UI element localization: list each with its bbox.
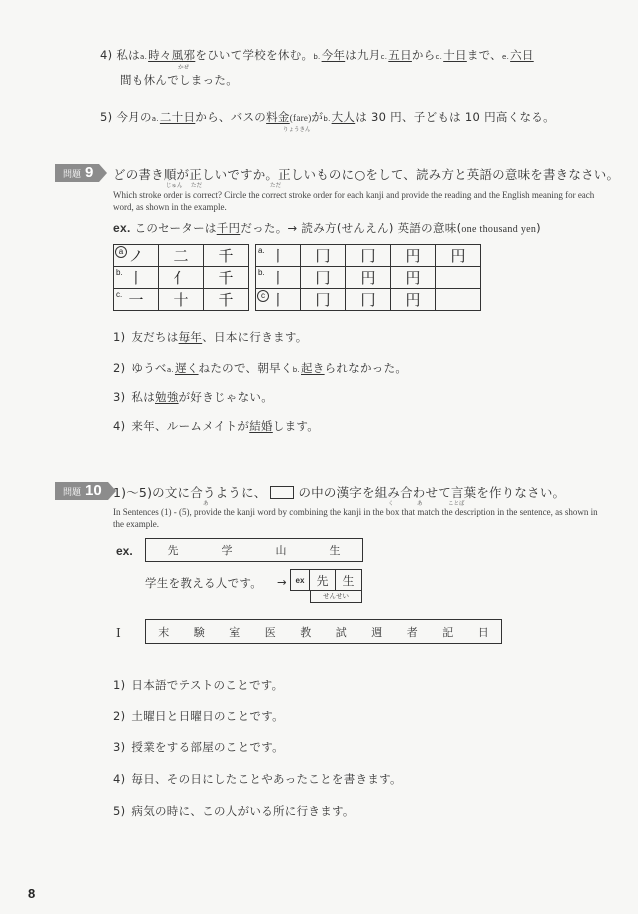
ruby-tada-2: ただ: [270, 183, 282, 189]
stroke-glyph: ノ: [128, 247, 144, 265]
stroke-glyph: 千: [218, 269, 234, 287]
question-item: 1) 日本語でテストのことです。: [113, 678, 284, 692]
stroke-cell: [436, 267, 481, 289]
stroke-cell: [204, 245, 249, 267]
stroke-row: [256, 267, 481, 289]
stroke-cell: [114, 245, 159, 267]
question-item: 4) 来年、ルームメイトが結婚します。: [113, 419, 320, 433]
ruby-a-2: あ: [417, 501, 423, 507]
question-item: 1) 友だちは毎年、日本に行きます。: [113, 330, 308, 344]
option-label: a.: [258, 246, 265, 255]
stroke-glyph: 冂: [360, 247, 376, 265]
stroke-cell: [114, 289, 159, 311]
stroke-glyph: 丨: [270, 269, 286, 287]
stroke-glyph: 千: [218, 247, 234, 265]
stroke-glyph: 円: [450, 247, 466, 265]
ruby-a: あ: [203, 501, 209, 507]
ruby-ryoukin: りょうきん: [283, 127, 311, 133]
section10-heading: 1)〜5)の文に 合 うように、 の中の漢字を 組 み 合 わせて 言葉 を作りなさい。: [113, 485, 566, 500]
stroke-glyph: 冂: [315, 269, 331, 287]
stroke-glyph: 円: [405, 291, 421, 309]
kanji-choice-box: [145, 619, 502, 644]
stroke-cell: [256, 267, 301, 289]
arrow-icon: →: [277, 575, 287, 589]
kanji-choice: 日: [477, 625, 489, 639]
stroke-cell: [346, 267, 391, 289]
stroke-cell: [204, 267, 249, 289]
stroke-glyph: 千: [218, 291, 234, 309]
stroke-cell: [256, 245, 301, 267]
kanji-choice: 医: [264, 625, 276, 639]
stroke-cell: [391, 245, 436, 267]
kanji-choice: 試: [335, 625, 347, 639]
ruby-jun: じゅん: [166, 183, 183, 189]
kanji-choice: 記: [442, 625, 454, 639]
ruby-kotoba: ことば: [448, 501, 465, 507]
kanji-choice: 山: [275, 544, 287, 557]
prev-item-5: 5) 今月のa.二十日から、バスの料金(fare)がb.大人は 30 円、子どもは 10 円高くなる。: [100, 110, 555, 124]
kanji-choice: 週: [371, 625, 383, 639]
kanji-choice: 生: [329, 544, 341, 557]
stroke-glyph: 円: [405, 269, 421, 287]
ruby-kaze: かぜ: [178, 65, 190, 71]
stroke-table-sen: [113, 244, 249, 311]
section10-badge: 問題 10: [55, 482, 116, 500]
stroke-cell: [346, 289, 391, 311]
question-item: 2) 土曜日と日曜日のことです。: [113, 709, 284, 723]
stroke-glyph: 丨: [270, 291, 286, 309]
stroke-glyph: 丨: [270, 247, 286, 265]
stroke-cell: [346, 245, 391, 267]
stroke-table-en: [255, 244, 481, 311]
example-kanji-box: [145, 538, 363, 562]
stroke-cell: [391, 267, 436, 289]
stroke-row: [114, 267, 249, 289]
stroke-cell: [301, 267, 346, 289]
stroke-row: [256, 245, 481, 267]
section10-ex-label: ex.: [116, 544, 133, 558]
section9-heading: どの書き順が正しいですか。正しいものに○をして、読み方と英語の意味を書きなさい。: [113, 167, 620, 182]
stroke-glyph: 二: [173, 247, 189, 265]
kanji-choice: 学: [221, 544, 233, 557]
stroke-glyph: 冂: [360, 291, 376, 309]
stroke-glyph: 冂: [315, 247, 331, 265]
stroke-row: [114, 245, 249, 267]
page-number: 8: [28, 886, 36, 901]
stroke-glyph: 亻: [173, 269, 189, 287]
stroke-cell: [159, 289, 204, 311]
example-answer: ex 先 生 せんせい: [290, 569, 362, 603]
kanji-choice: 末: [158, 625, 170, 639]
section9-example: ex. このセーターは千円だった。→ 読み方(せんえん) 英語の意味(one thousand yen): [113, 221, 541, 235]
kanji-choice: 室: [229, 625, 241, 639]
stroke-cell: [301, 289, 346, 311]
stroke-glyph: 一: [128, 291, 144, 309]
prev-item-4-line2: 間も休んでしまった。: [120, 73, 238, 87]
ruby-ku: く: [388, 501, 394, 507]
section9-badge: 問題 9: [55, 164, 107, 182]
option-label: b.: [116, 268, 123, 277]
kanji-choice: 教: [300, 625, 312, 639]
circled-option-label: c: [257, 290, 269, 302]
option-label: b.: [258, 268, 265, 277]
kanji-choice: 験: [193, 625, 205, 639]
option-label: c.: [116, 290, 123, 299]
section9-instruction: Which stroke order is correct? Circle the correct stroke order for each kanji and provide the reading and the English meaning for each word, as shown in the example.: [113, 190, 595, 212]
ruby-tada: ただ: [191, 183, 203, 189]
kanji-choice: 者: [406, 625, 418, 639]
stroke-cell: [436, 289, 481, 311]
stroke-cell: [391, 289, 436, 311]
stroke-row: [256, 289, 481, 311]
question-item: 2) ゆうべa.遅くねたので、朝早くb.起きられなかった。: [113, 361, 408, 375]
stroke-cell: [204, 289, 249, 311]
stroke-glyph: 丨: [128, 269, 144, 287]
kanji-choice: 先: [167, 544, 179, 557]
stroke-glyph: 円: [360, 269, 376, 287]
question-item: 3) 私は勉強が好きじゃない。: [113, 390, 274, 404]
chevron-right-icon: [99, 164, 107, 182]
stroke-cell: [436, 245, 481, 267]
prev-item-4: 4) 私はa.時々風邪をひいて学校を休む。b.今年は九月c.五日からc.十日まで、e.六日: [100, 48, 534, 62]
box-label: Ⅰ: [116, 626, 121, 640]
section10-instruction: In Sentences (1) - (5), provide the kanji word by combining the kanji in the box that match the description in the sentence, as shown in the example.: [113, 507, 598, 529]
circled-option-label: a: [115, 246, 127, 258]
stroke-cell: [159, 267, 204, 289]
stroke-glyph: 円: [405, 247, 421, 265]
stroke-glyph: 十: [173, 291, 189, 309]
stroke-cell: [256, 289, 301, 311]
stroke-glyph: 冂: [315, 291, 331, 309]
question-item: 3) 授業をする部屋のことです。: [113, 740, 284, 754]
stroke-row: [114, 289, 249, 311]
example-sentence: 学生を教える人です。: [145, 576, 263, 590]
stroke-cell: [301, 245, 346, 267]
question-item: 5) 病気の時に、この人がいる所に行きます。: [113, 804, 355, 818]
stroke-cell: [114, 267, 159, 289]
blank-box: [270, 486, 294, 499]
question-item: 4) 毎日、その日にしたことやあったことを書きます。: [113, 772, 402, 786]
stroke-cell: [159, 245, 204, 267]
